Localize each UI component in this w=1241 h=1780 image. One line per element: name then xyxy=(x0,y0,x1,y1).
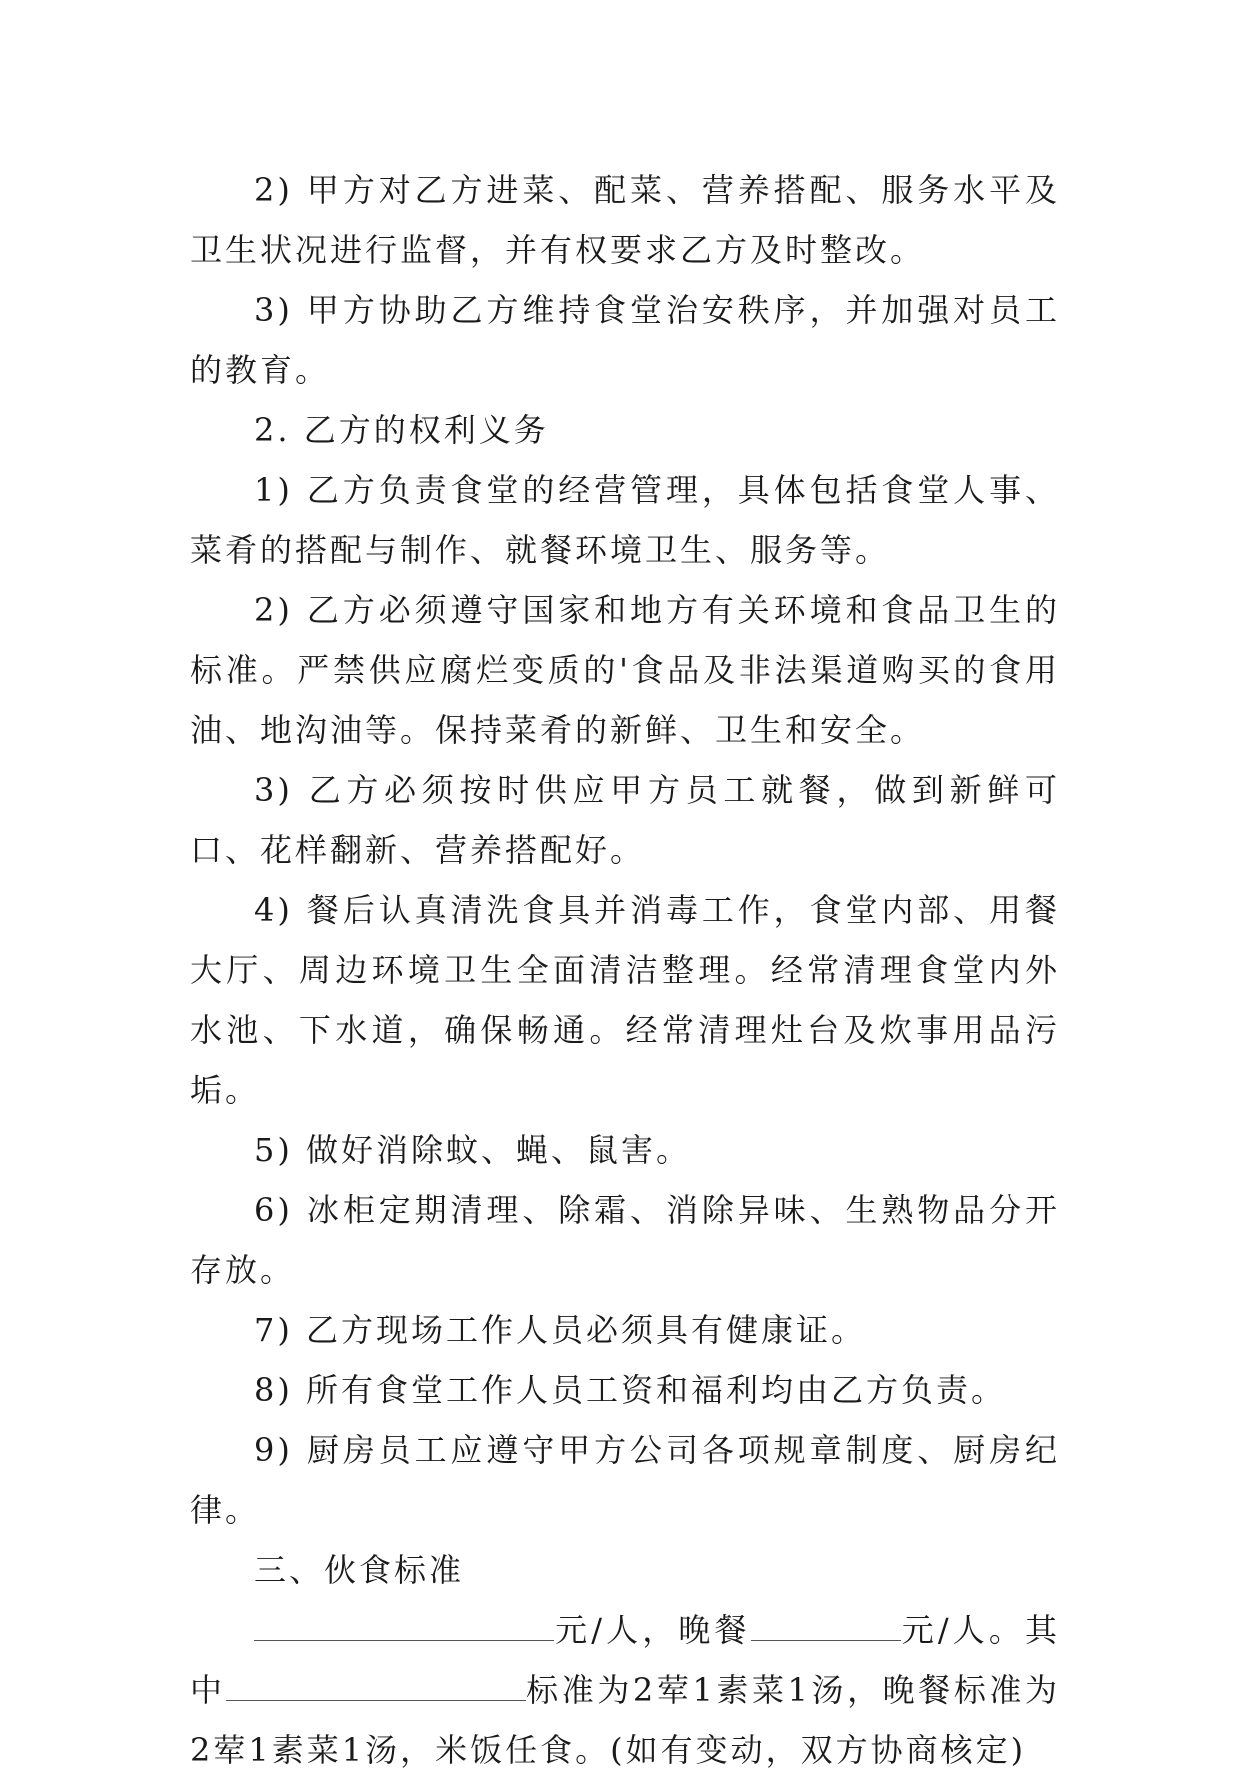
document-body xyxy=(190,160,1060,1780)
fill-in-blank-lunch-price[interactable] xyxy=(254,1606,554,1641)
paragraph-kitchen-rules: 9) 厨房员工应遵守甲方公司各项规章制度、厨房纪律。 xyxy=(190,1431,1060,1529)
fill-in-blank-dinner-price[interactable] xyxy=(751,1606,901,1641)
meal-standard-text-3: 标准为2荤1素菜1汤，晚餐标准为2荤1素菜1汤，米饭任食。(如有变动，双方协商核定) xyxy=(190,1671,1060,1769)
paragraph-pest-control: 5) 做好消除蚊、蝇、鼠害。 xyxy=(254,1131,692,1169)
fill-in-blank-meal-type[interactable] xyxy=(226,1666,526,1701)
paragraph-health-certificate: 7) 乙方现场工作人员必须具有健康证。 xyxy=(254,1311,867,1349)
section-heading-party-b-rights: 2. 乙方的权利义务 xyxy=(254,411,549,449)
section-heading-meal-standard: 三、伙食标准 xyxy=(254,1551,465,1589)
paragraph-freezer-maintenance: 6) 冰柜定期清理、除霜、消除异味、生熟物品分开存放。 xyxy=(190,1191,1060,1289)
paragraph-meal-standard xyxy=(190,1600,1060,1780)
meal-standard-text-2: 元/人。其中 xyxy=(190,1611,1060,1709)
paragraph-party-a-supervision: 2) 甲方对乙方进菜、配菜、营养搭配、服务水平及卫生状况进行监督，并有权要求乙方及时整改。 xyxy=(190,171,1060,269)
paragraph-party-b-cleaning: 4) 餐后认真清洗食具并消毒工作，食堂内部、用餐大厅、周边环境卫生全面清洁整理。经常清理食堂内外水池、下水道，确保畅通。经常清理灶台及炊事用品污垢。 xyxy=(190,891,1060,1109)
paragraph-wages-welfare: 8) 所有食堂工作人员工资和福利均由乙方负责。 xyxy=(254,1371,1007,1409)
paragraph-party-b-management: 1) 乙方负责食堂的经营管理，具体包括食堂人事、菜肴的搭配与制作、就餐环境卫生、服务等。 xyxy=(190,471,1060,569)
paragraph-party-b-meal-supply: 3) 乙方必须按时供应甲方员工就餐，做到新鲜可口、花样翻新、营养搭配好。 xyxy=(190,771,1060,869)
paragraph-party-a-security: 3) 甲方协助乙方维持食堂治安秩序，并加强对员工的教育。 xyxy=(190,291,1060,389)
paragraph-party-b-hygiene-standards: 2) 乙方必须遵守国家和地方有关环境和食品卫生的标准。严禁供应腐烂变质的'食品及非法渠道购买的食用油、地沟油等。保持菜肴的新鲜、卫生和安全。 xyxy=(190,591,1060,749)
meal-standard-text-1: 元/人，晚餐 xyxy=(554,1611,751,1649)
